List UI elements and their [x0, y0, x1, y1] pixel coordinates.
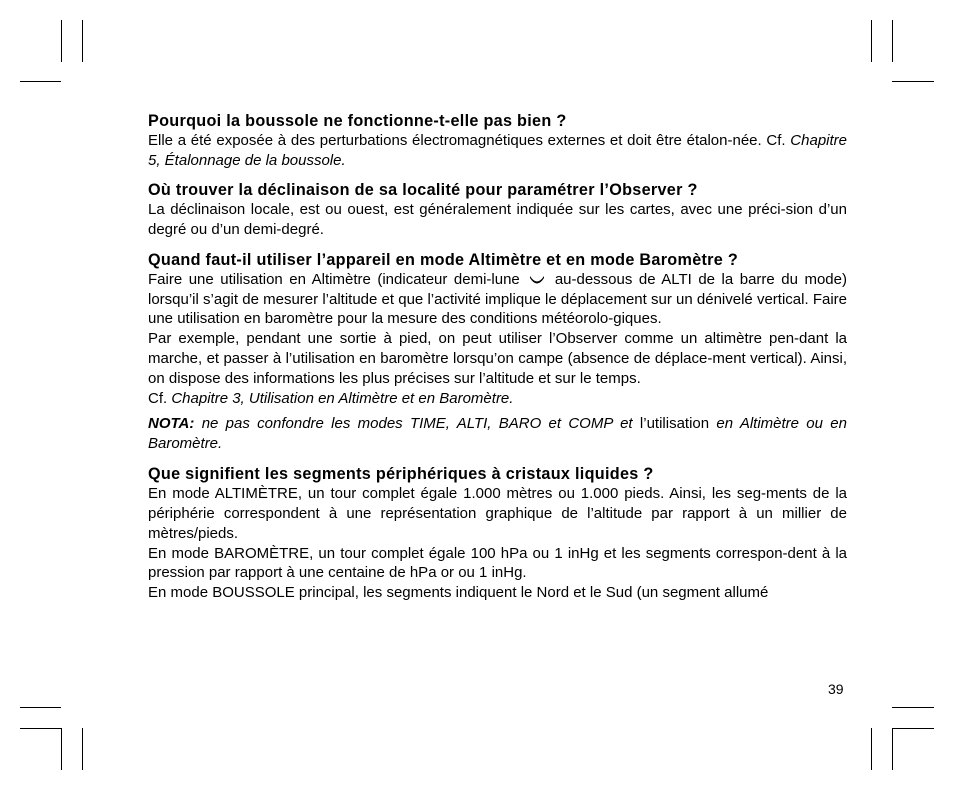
crop-mark [82, 20, 83, 62]
crop-mark [892, 728, 934, 729]
note-text: en Altimètre ou en Baromètre. [148, 414, 847, 452]
note-paragraph [148, 414, 847, 454]
section-heading: Pourquoi la boussole ne fonctionne-t-elle pas bien ? [148, 112, 567, 130]
section-body: En mode BOUSSOLE principal, les segments indiquent le Nord et le Sud (un segment allumé [148, 584, 769, 602]
section-heading: Où trouver la déclinaison de sa localité pour paramétrer l’Observer ? [148, 180, 698, 199]
body-text: Cf. [148, 390, 172, 408]
body-text: au-dessous de ALTI de la barre du mode) lorsqu’il s’agit de mesurer l’altitude et que l’activité implique le déplacement sur un dénivelé vertical. Faire une utilisation en baromètre pour la mesure des conditions météorolo-giques. [148, 270, 847, 328]
crop-mark [892, 707, 934, 708]
crop-mark [20, 707, 61, 708]
crop-mark [82, 728, 83, 770]
crop-mark [871, 20, 872, 62]
section-heading: Quand faut-il utiliser l’appareil en mode Altimètre et en mode Baromètre ? [148, 250, 739, 269]
page-number: 39 [828, 681, 844, 697]
section-body: En mode BAROMÈTRE, un tour complet égale 100 hPa ou 1 inHg et les segments correspon-dent à la pression par rapport à une centaine de hPa or ou 1 inHg. [148, 544, 847, 582]
crop-mark [892, 81, 934, 82]
crop-mark [20, 81, 61, 82]
cross-reference: Chapitre 3, Utilisation en Altimètre et en Baromètre. [171, 390, 514, 408]
half-moon-indicator-icon [528, 275, 546, 285]
crop-mark [61, 20, 62, 62]
note-text: ne pas confondre les modes TIME, ALTI, BARO et COMP et [194, 414, 633, 432]
section-body [148, 270, 847, 330]
note-label: NOTA: [148, 414, 195, 432]
section-body [148, 131, 847, 171]
body-text: Elle a été exposée à des perturbations électromagnétiques externes et doit être étalon-née. Cf. [148, 132, 791, 149]
crop-mark [892, 20, 893, 62]
crop-mark [871, 728, 872, 770]
crop-mark [20, 728, 61, 729]
cross-reference: Chapitre 5, Étalonnage de la boussole. [148, 132, 847, 169]
section-body [148, 389, 847, 409]
body-text: Faire une utilisation en Altimètre (indicateur demi-lune [148, 270, 527, 288]
note-text: l’utilisation [632, 414, 717, 432]
section-body: Par exemple, pendant une sortie à pied, on peut utiliser l’Observer comme un altimètre pen-dant la marche, et passer à l’utilisation en baromètre lorsqu’on campe (absence de déplace-ment vertical). Ainsi, on dispose des informations les plus précises sur l’altitude et sur le temps. [148, 330, 847, 388]
section-heading: Que signifient les segments périphériques à cristaux liquides ? [148, 464, 654, 483]
section-body: La déclinaison locale, est ou ouest, est généralement indiquée sur les cartes, avec une préci-sion d’un degré ou d’un demi-degré. [148, 200, 847, 238]
section-body: En mode ALTIMÈTRE, un tour complet égale 1.000 mètres ou 1.000 pieds. Ainsi, les seg-ments de la périphérie correspondent à une représentation graphique de l’altitude par rapport à un millier de mètres/pieds. [148, 484, 847, 542]
crop-mark [61, 728, 62, 770]
page-content [148, 111, 847, 603]
crop-mark [892, 728, 893, 770]
